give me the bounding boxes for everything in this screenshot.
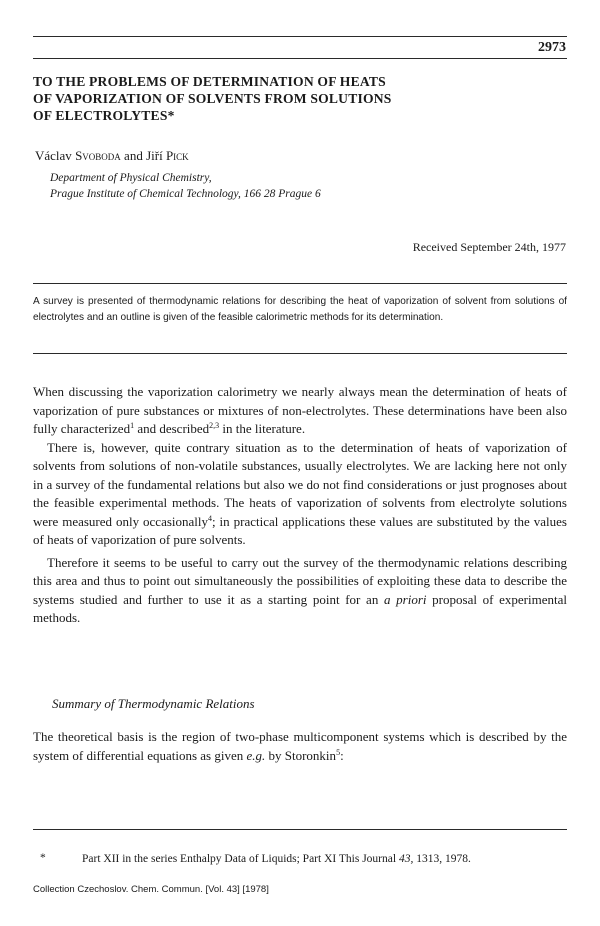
page-number: 2973 [538,40,566,55]
theory-emphasis: e.g. [246,747,266,763]
body-text [33,383,567,628]
paper-title [33,73,503,124]
ref-1: 1 [130,421,135,430]
p3-text-b: proposal of experimental methods. [33,591,567,625]
title-line-2: OF VAPORIZATION OF SOLVENTS FROM SOLUTIONS [33,91,392,106]
ref-2-3: 2,3 [209,421,220,430]
author-2-last: Pick [165,148,189,163]
footnote-rule [33,829,567,830]
header-rule-lower [33,58,567,59]
author-list [35,148,189,164]
header-rule [33,36,567,37]
journal-footer: Collection Czechoslov. Chem. Commun. [Vol. 43] [1978] [33,884,269,895]
author-1-first: Václav [35,148,72,163]
title-line-1: TO THE PROBLEMS OF DETERMINATION OF HEATS [33,74,386,89]
footnote-text [82,853,471,865]
p1-text-b: and described [134,421,210,436]
theory-text-c: : [340,747,344,763]
ref-4: 4 [208,513,212,523]
footnote-marker: * [40,852,46,864]
affiliation-line-2: Prague Institute of Chemical Technology, 166 28 Prague 6 [50,188,321,200]
section-heading: Summary of Thermodynamic Relations [52,696,255,711]
p1-text-c: in the literature. [219,421,306,436]
p3-text-a: Therefore it seems to be useful to carry out the survey of the thermodynamic relations describing this area and thus to point out simultaneously the possibilities of exploiting these data to describe the systems studied and further to use it as a starting point for an [33,554,567,607]
theory-paragraph [33,728,567,765]
p1-text-a: When discussing the vaporization calorimetry we nearly always mean the determination of heats of vaporization of pure substances or mixtures of non-electrolytes. These determinations have been also fully characterized [33,384,567,436]
affiliation [50,170,321,202]
paragraph-2 [33,439,567,550]
title-line-3: OF ELECTROLYTES* [33,108,175,123]
ref-5: 5 [336,747,341,757]
abstract-top-rule [33,283,567,284]
author-conjunction: and [124,148,143,163]
affiliation-line-1: Department of Physical Chemistry, [50,172,212,184]
footnote-volume: 43, [398,853,414,865]
author-1-last: Svoboda [75,148,121,163]
paragraph-1 [33,383,567,439]
abstract-bottom-rule [33,353,567,354]
footnote-text-a: Part XII in the series Enthalpy Data of Liquids; Part XI This Journal [82,853,399,865]
paragraph-3 [33,554,567,628]
theory-text-b: by Storonkin [265,747,337,763]
received-date: Received September 24th, 1977 [412,240,566,254]
p2-text-a: There is, however, quite contrary situation as to the determination of heats of vaporization of solvents from solutions of non-volatile substances, usually electrolytes. We are lacking here not only in a survey of the fundamental relations but also we do not find considerations or just prognoses about the feasible experimental methods. The heats of vaporization of solvents from electrolyte solutions were measured only occasionally [33,439,567,529]
theory-text-a: The theoretical basis is the region of two-phase multicomponent systems which is described by the system of differential equations as given [33,729,567,763]
abstract: A survey is presented of thermodynamic relations for describing the heat of vaporization of solvent from solutions of electrolytes and an outline is given of the feasible calorimetric methods for its determination. [33,296,567,323]
p3-emphasis: a priori [384,591,427,607]
author-2-first: Jiří [146,148,163,163]
footnote-text-b: 1313, 1978. [413,853,471,865]
p2-text-b: ; in practical applications these values are substituted by the values of heats of vaporization of pure solvents. [33,513,567,547]
